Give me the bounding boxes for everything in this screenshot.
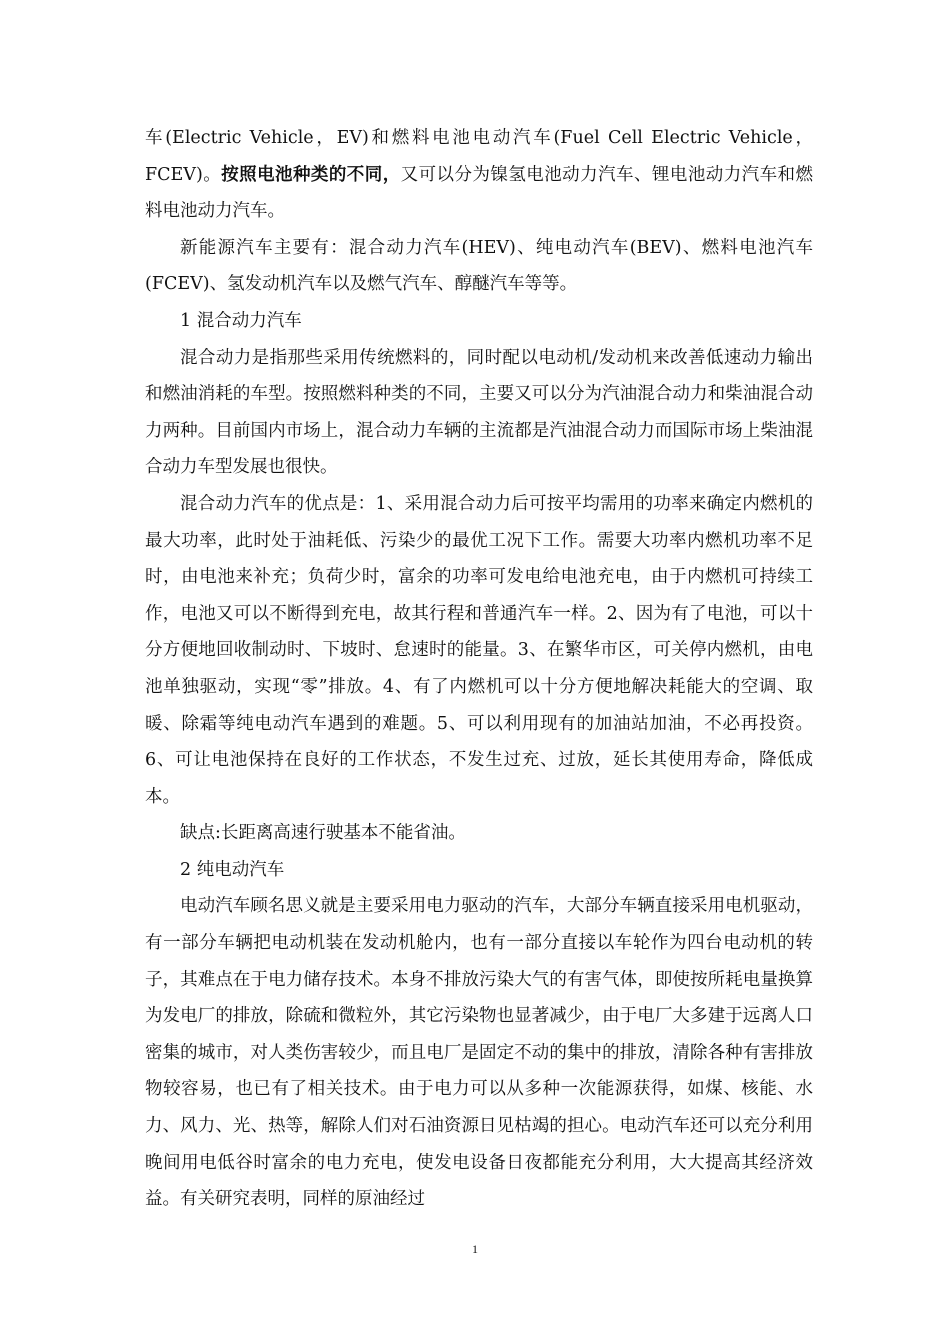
document-body bbox=[145, 120, 813, 1218]
paragraph-hybrid-disadvantages: 缺点:长距离高速行驶基本不能省油。 bbox=[180, 823, 466, 844]
paragraph-new-energy-types: 新能源汽车主要有：混合动力汽车(HEV)、纯电动汽车(BEV)、燃料电池汽车(FCEV)、氢发动机汽车以及燃气汽车、醇醚汽车等等。 bbox=[145, 237, 813, 295]
paragraph-continued bbox=[145, 120, 813, 230]
bold-phrase: 按照电池种类的不同， bbox=[221, 164, 401, 185]
paragraph-text: 又可以分为镍氢电池动力汽车、锂电池动力汽车和燃料电池动力汽车。 bbox=[145, 164, 814, 222]
paragraph-bev-description: 电动汽车顾名思义就是主要采用电力驱动的汽车，大部分车辆直接采用电机驱动，有一部分车辆把电动机装在发动机舱内，也有一部分直接以车轮作为四台电动机的转子，其难点在于电力储存技术。本身不排放污染大气的有害气体，即使按所耗电量换算为发电厂的排放，除硫和微粒外，其它污染物也显著减少，由于电厂大多建于远离人口密集的城市，对人类伤害较少，而且电厂是固定不动的集中的排放，清除各种有害排放物较容易，也已有了相关技术。由于电力可以从多种一次能源获得，如煤、核能、水力、风力、光、热等，解除人们对石油资源日见枯竭的担心。电动汽车还可以充分利用晚间用电低谷时富余的电力充电，使发电设备日夜都能充分利用，大大提高其经济效益。有关研究表明，同样的原油经过 bbox=[145, 896, 813, 1210]
section-heading-hybrid: 1 混合动力汽车 bbox=[180, 310, 302, 331]
page-number: 1 bbox=[472, 1242, 478, 1256]
section-heading-bev: 2 纯电动汽车 bbox=[180, 859, 285, 880]
paragraph-hybrid-definition: 混合动力是指那些采用传统燃料的，同时配以电动机/发动机来改善低速动力输出和燃油消耗的车型。按照燃料种类的不同，主要又可以分为汽油混合动力和柴油混合动力两种。目前国内市场上，混合动力车辆的主流都是汽油混合动力而国际市场上柴油混合动力车型发展也很快。 bbox=[145, 347, 813, 478]
paragraph-text: 车(Electric Vehicle，EV)和燃料电池电动汽车(Fuel Cell Electric Vehicle，FCEV)。 bbox=[145, 128, 813, 185]
paragraph-hybrid-advantages: 混合动力汽车的优点是：1、采用混合动力后可按平均需用的功率来确定内燃机的最大功率，此时处于油耗低、污染少的最优工况下工作。需要大功率内燃机功率不足时，由电池来补充；负荷少时，富余的功率可发电给电池充电，由于内燃机可持续工作，电池又可以不断得到充电，故其行程和普通汽车一样。2、因为有了电池，可以十分方便地回收制动时、下坡时、怠速时的能量。3、在繁华市区，可关停内燃机，由电池单独驱动，实现“零”排放。4、有了内燃机可以十分方便地解决耗能大的空调、取暖、除霜等纯电动汽车遇到的难题。5、可以利用现有的加油站加油，不必再投资。6、可让电池保持在良好的工作状态，不发生过充、过放，延长其使用寿命，降低成本。 bbox=[145, 493, 813, 807]
